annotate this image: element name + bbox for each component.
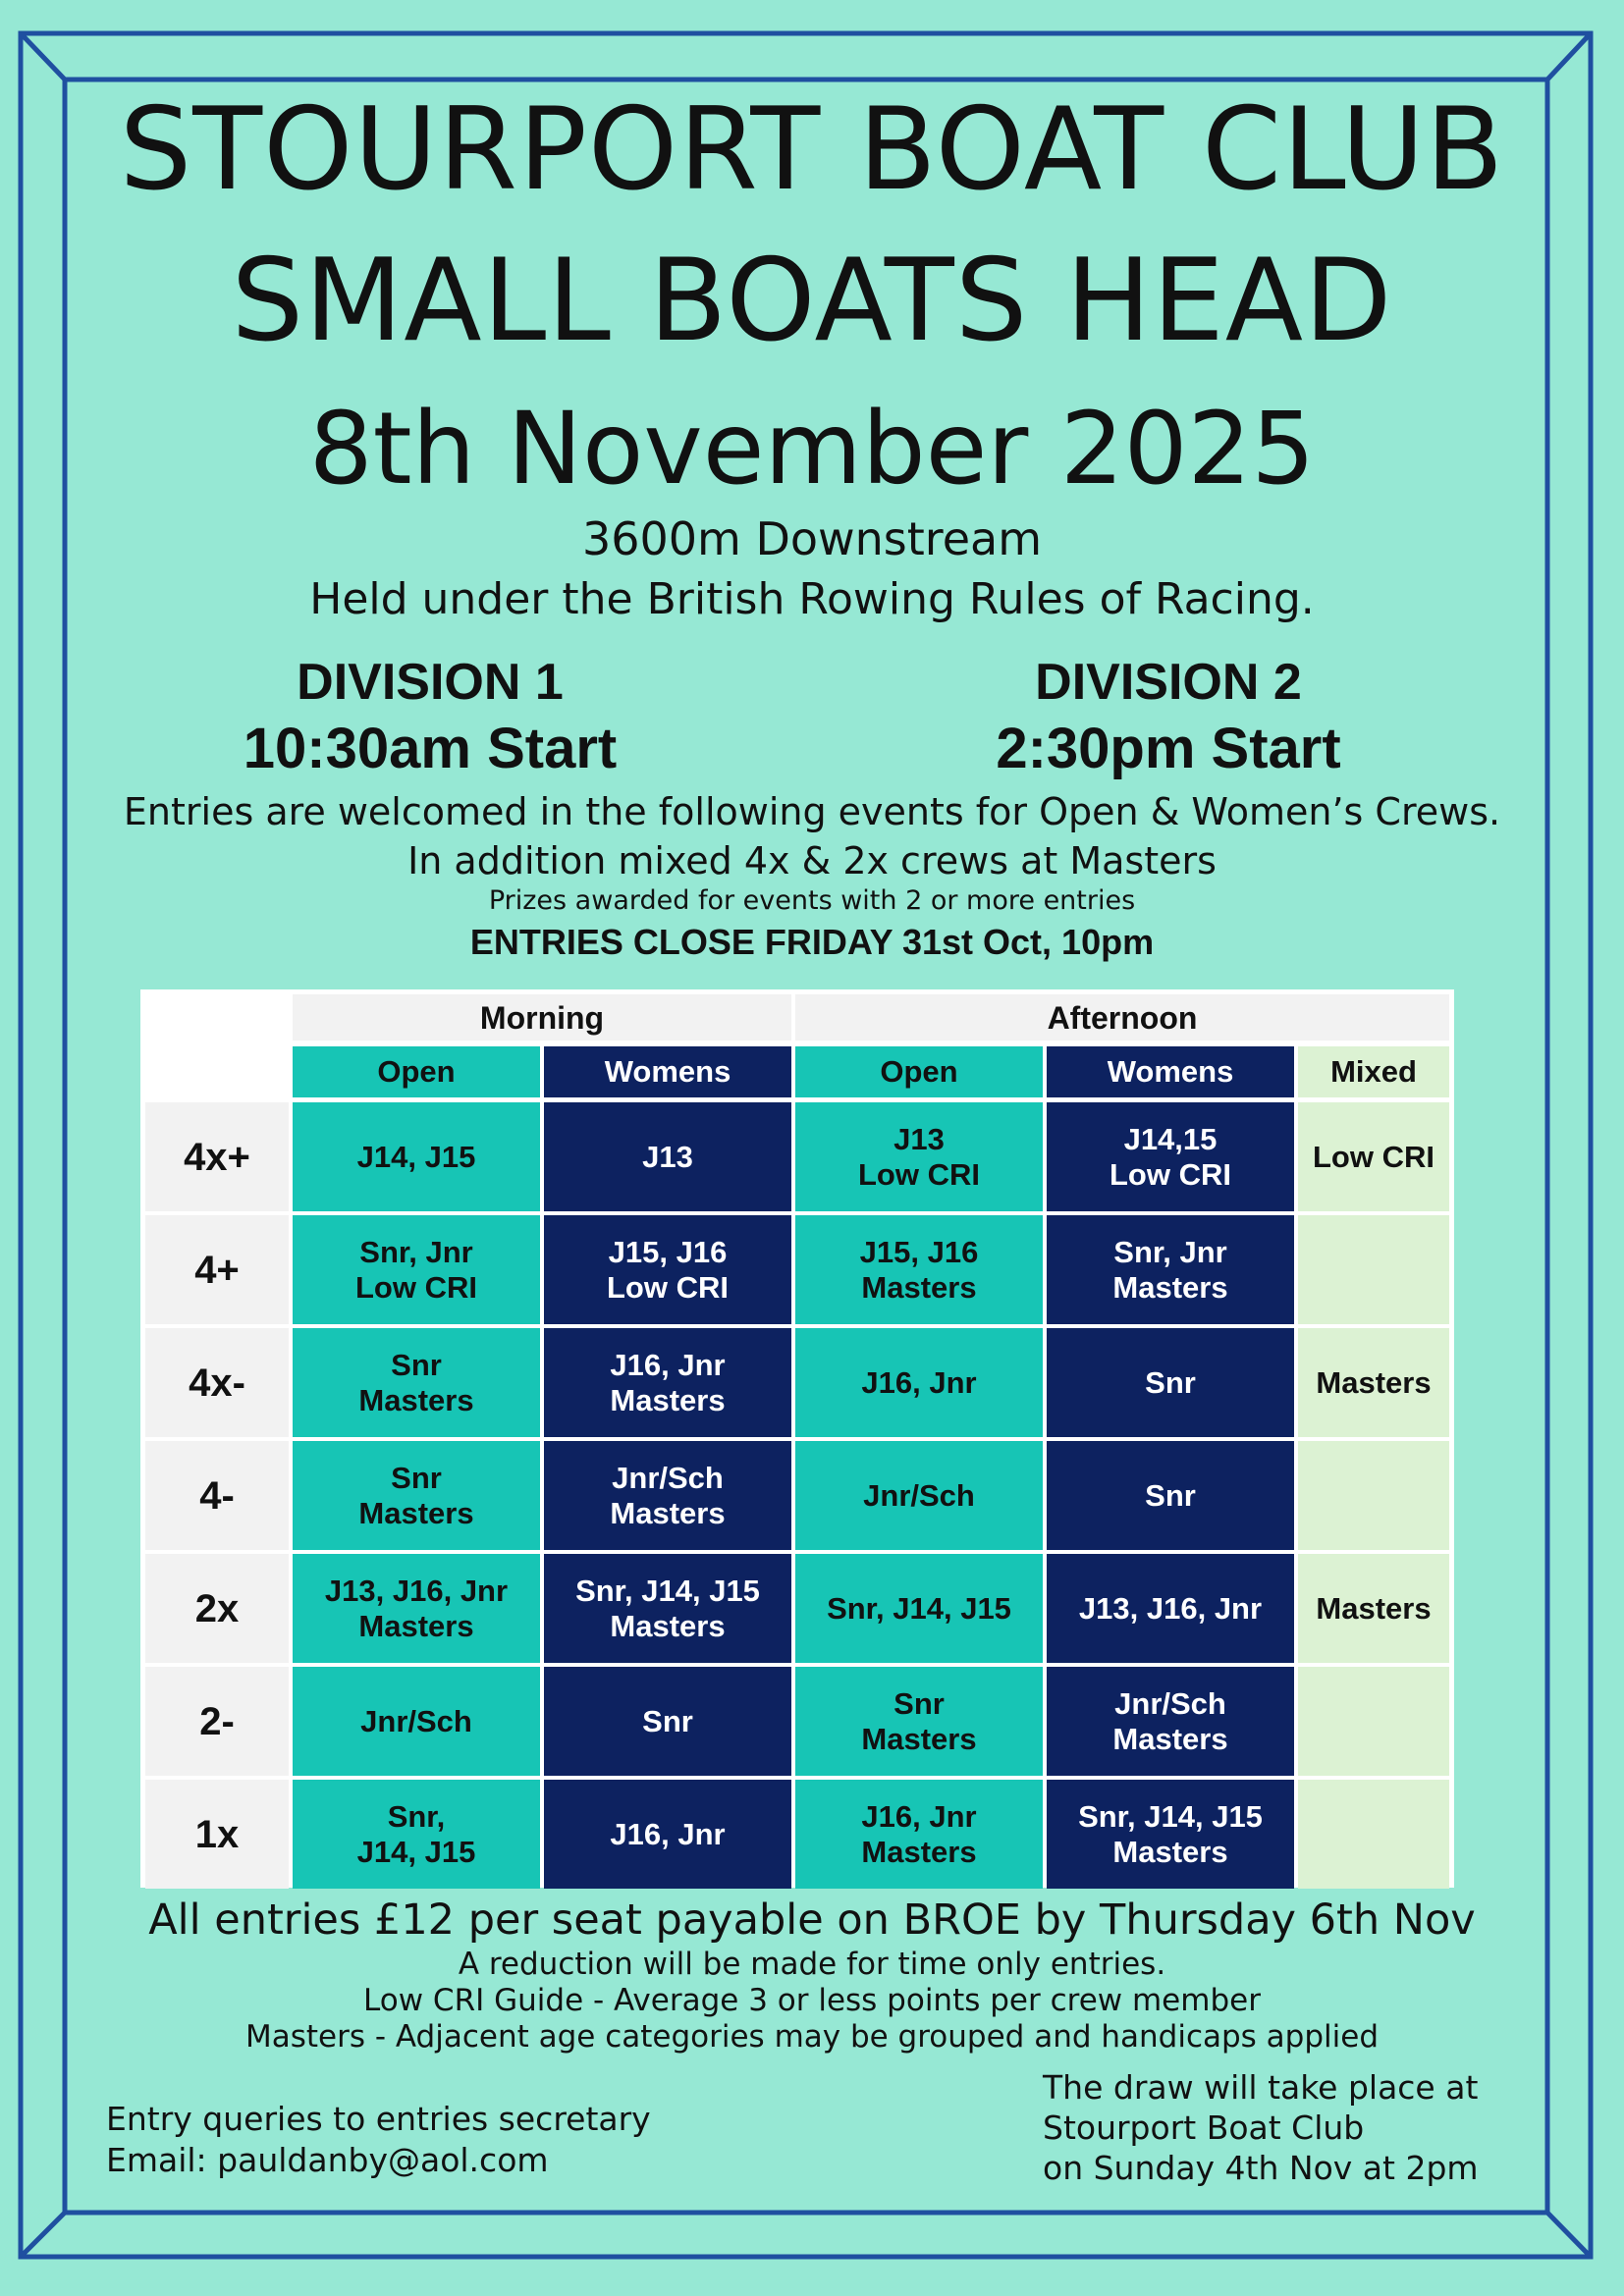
event-cell-morning-womens: J16, Jnr Masters [544,1328,791,1437]
event-cell-afternoon-womens: Snr [1047,1328,1294,1437]
course-distance: 3600m Downstream [581,512,1043,565]
draw-block [1043,2067,1479,2188]
event-cell-morning-womens: Jnr/Sch Masters [544,1441,791,1550]
draw-line-2: Stourport Boat Club [1043,2109,1365,2147]
title-club: STOURPORT BOAT CLUB [119,83,1505,216]
event-cell-morning-womens: J16, Jnr [544,1780,791,1889]
division-1 [135,650,725,783]
group-header-afternoon: Afternoon [795,994,1449,1041]
event-cell-mixed: Masters [1298,1328,1449,1437]
event-cell-afternoon-womens: J14,15 Low CRI [1047,1102,1294,1211]
boat-class-label: 4+ [145,1215,289,1324]
event-cell-afternoon-womens: Snr, J14, J15 Masters [1047,1780,1294,1889]
boat-class-label: 4x- [145,1328,289,1437]
event-cell-mixed: Low CRI [1298,1102,1449,1211]
column-header-mixed: Mixed [1298,1046,1449,1097]
event-cell-afternoon-womens: J13, J16, Jnr [1047,1554,1294,1663]
event-cell-mixed [1298,1441,1449,1550]
title-event: SMALL BOATS HEAD [231,235,1393,367]
column-header-morning-womens: Womens [544,1046,791,1097]
boat-class-label: 2x [145,1554,289,1663]
event-cell-morning-open: Jnr/Sch [293,1667,540,1776]
event-cell-morning-womens: J15, J16 Low CRI [544,1215,791,1324]
boat-class-label: 4- [145,1441,289,1550]
event-cell-morning-open: Snr, J14, J15 [293,1780,540,1889]
event-cell-afternoon-womens: Jnr/Sch Masters [1047,1667,1294,1776]
division-2 [874,650,1463,783]
event-cell-morning-womens: Snr, J14, J15 Masters [544,1554,791,1663]
event-cell-afternoon-open: J16, Jnr Masters [795,1780,1043,1889]
event-cell-morning-open: J13, J16, Jnr Masters [293,1554,540,1663]
boat-class-label: 1x [145,1780,289,1889]
events-table [140,989,1454,1888]
column-header-afternoon-open: Open [795,1046,1043,1097]
event-cell-afternoon-open: J15, J16 Masters [795,1215,1043,1324]
time-only-note: A reduction will be made for time only entries. [458,1947,1166,1982]
event-cell-afternoon-open: Snr Masters [795,1667,1043,1776]
event-cell-afternoon-womens: Snr, Jnr Masters [1047,1215,1294,1324]
entries-prizes: Prizes awarded for events with 2 or more entries [488,885,1136,916]
boat-class-label: 4x+ [145,1102,289,1211]
event-cell-morning-womens: J13 [544,1102,791,1211]
event-cell-mixed: Masters [1298,1554,1449,1663]
event-cell-afternoon-open: J16, Jnr [795,1328,1043,1437]
event-cell-afternoon-open: Snr, J14, J15 [795,1554,1043,1663]
contact-block [106,2099,651,2181]
column-header-morning-open: Open [293,1046,540,1097]
event-cell-morning-open: Snr, Jnr Low CRI [293,1215,540,1324]
event-cell-morning-womens: Snr [544,1667,791,1776]
division-1-name: DIVISION 1 [297,654,564,711]
boat-class-label: 2- [145,1667,289,1776]
event-cell-mixed [1298,1215,1449,1324]
contact-email[interactable]: Email: pauldanby@aol.com [106,2141,549,2179]
event-cell-morning-open: Snr Masters [293,1441,540,1550]
masters-note: Masters - Adjacent age categories may be grouped and handicaps applied [244,2019,1380,2055]
entries-close: ENTRIES CLOSE FRIDAY 31st Oct, 10pm [469,922,1155,962]
division-2-start: 2:30pm Start [996,717,1341,780]
low-cri-guide: Low CRI Guide - Average 3 or less points per crew member [363,1983,1261,2018]
division-1-start: 10:30am Start [243,717,618,780]
group-header-morning: Morning [293,994,791,1041]
event-cell-mixed [1298,1780,1449,1889]
racing-rules: Held under the British Rowing Rules of Racing. [309,574,1315,624]
event-cell-mixed [1298,1667,1449,1776]
column-header-afternoon-womens: Womens [1047,1046,1294,1097]
entries-mixed: In addition mixed 4x & 2x crews at Masters [407,839,1217,882]
division-2-name: DIVISION 2 [1035,654,1302,711]
event-cell-afternoon-open: Jnr/Sch [795,1441,1043,1550]
contact-text: Entry queries to entries secretary [106,2100,651,2138]
draw-line-3: on Sunday 4th Nov at 2pm [1043,2149,1479,2187]
event-cell-morning-open: J14, J15 [293,1102,540,1211]
entry-fee: All entries £12 per seat payable on BROE by Thursday 6th Nov [148,1896,1476,1945]
entries-welcome: Entries are welcomed in the following events for Open & Women’s Crews. [123,790,1501,833]
draw-line-1: The draw will take place at [1043,2068,1479,2107]
event-cell-afternoon-womens: Snr [1047,1441,1294,1550]
event-cell-morning-open: Snr Masters [293,1328,540,1437]
title-date: 8th November 2025 [308,391,1316,507]
event-cell-afternoon-open: J13 Low CRI [795,1102,1043,1211]
